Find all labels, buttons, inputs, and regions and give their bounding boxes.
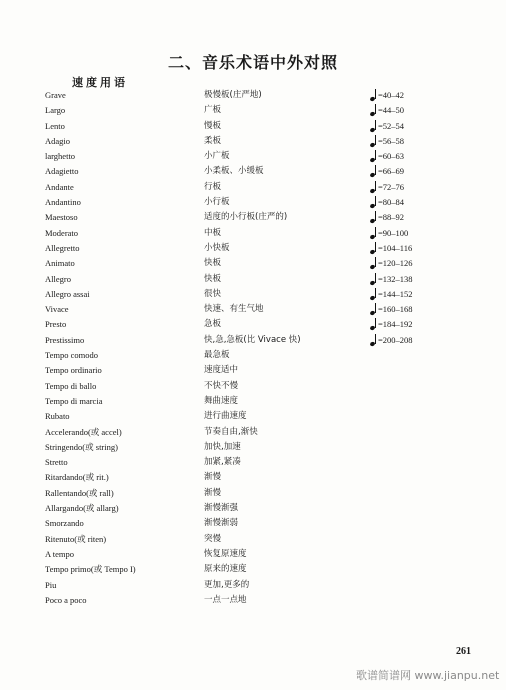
term-chinese: 快板 bbox=[204, 258, 222, 269]
term-chinese: 快板 bbox=[204, 273, 222, 284]
term-italian: Smorzando bbox=[45, 518, 84, 529]
quarter-note-icon bbox=[370, 150, 377, 162]
table-row bbox=[0, 547, 506, 562]
term-italian: Adagio bbox=[45, 135, 71, 146]
tempo-marking bbox=[370, 333, 413, 348]
table-row bbox=[0, 241, 506, 256]
tempo-marking bbox=[370, 241, 412, 256]
tempo-value: =56–58 bbox=[378, 135, 405, 146]
term-italian: larghetto bbox=[45, 151, 76, 162]
tempo-value: =44–50 bbox=[378, 105, 405, 116]
quarter-note-icon bbox=[370, 288, 377, 300]
quarter-note-icon bbox=[370, 211, 377, 223]
tempo-value: =66–69 bbox=[378, 166, 405, 177]
quarter-note-icon bbox=[370, 303, 377, 315]
table-row bbox=[0, 88, 506, 103]
term-chinese: 渐慢渐强 bbox=[204, 503, 239, 514]
term-chinese: 小快板 bbox=[204, 242, 230, 253]
term-chinese: 渐慢 bbox=[204, 487, 222, 498]
tempo-marking bbox=[370, 164, 404, 179]
table-row bbox=[0, 516, 506, 531]
tempo-marking bbox=[370, 195, 404, 210]
quarter-note-icon bbox=[370, 318, 377, 330]
section-heading: 速度用语 bbox=[72, 76, 128, 89]
term-italian: Stringendo(或 string) bbox=[45, 441, 118, 452]
page-number: 261 bbox=[456, 646, 471, 657]
term-chinese: 小广板 bbox=[204, 151, 230, 162]
term-chinese: 更加,更多的 bbox=[204, 579, 250, 590]
tempo-value: =160–168 bbox=[378, 304, 413, 315]
term-chinese: 广板 bbox=[204, 105, 222, 116]
tempo-value: =104–116 bbox=[378, 242, 413, 253]
table-row bbox=[0, 287, 506, 302]
term-chinese: 原来的速度 bbox=[204, 564, 247, 575]
table-row bbox=[0, 210, 506, 225]
term-italian: Tempo di ballo bbox=[45, 380, 97, 391]
term-chinese: 不快不慢 bbox=[204, 380, 239, 391]
table-row bbox=[0, 593, 506, 608]
tempo-value: =200–208 bbox=[378, 334, 413, 345]
table-row bbox=[0, 256, 506, 271]
quarter-note-icon bbox=[370, 227, 377, 239]
term-chinese: 加快,加速 bbox=[204, 441, 241, 452]
term-italian: Andantino bbox=[45, 197, 81, 208]
tempo-value: =80–84 bbox=[378, 197, 405, 208]
term-italian: Tempo primo(或 Tempo I) bbox=[45, 564, 136, 575]
term-italian: Tempo comodo bbox=[45, 350, 98, 361]
tempo-value: =72–76 bbox=[378, 181, 405, 192]
quarter-note-icon bbox=[370, 135, 377, 147]
term-chinese: 加紧,紧凑 bbox=[204, 457, 241, 468]
term-italian: Allargando(或 allarg) bbox=[45, 503, 119, 514]
term-chinese: 进行曲速度 bbox=[204, 411, 247, 422]
term-italian: Largo bbox=[45, 105, 66, 116]
table-row bbox=[0, 578, 506, 593]
table-row bbox=[0, 333, 506, 348]
tempo-marking bbox=[370, 180, 404, 195]
term-chinese: 行板 bbox=[204, 181, 222, 192]
tempo-marking bbox=[370, 103, 404, 118]
table-row bbox=[0, 180, 506, 195]
quarter-note-icon bbox=[370, 196, 377, 208]
table-row bbox=[0, 149, 506, 164]
tempo-value: =88–92 bbox=[378, 212, 405, 223]
term-chinese: 快速、有生气地 bbox=[204, 304, 264, 315]
tempo-marking bbox=[370, 226, 408, 241]
tempo-marking bbox=[370, 287, 413, 302]
tempo-marking bbox=[370, 88, 404, 103]
table-row bbox=[0, 195, 506, 210]
term-italian: Moderato bbox=[45, 227, 79, 238]
term-chinese: 舞曲速度 bbox=[204, 395, 239, 406]
table-row bbox=[0, 440, 506, 455]
term-chinese: 节奏自由,渐快 bbox=[204, 426, 258, 437]
table-row bbox=[0, 119, 506, 134]
table-row bbox=[0, 532, 506, 547]
tempo-marking bbox=[370, 134, 404, 149]
term-italian: A tempo bbox=[45, 548, 75, 559]
table-row bbox=[0, 394, 506, 409]
term-chinese: 一点一点地 bbox=[204, 594, 247, 605]
quarter-note-icon bbox=[370, 120, 377, 132]
term-chinese: 慢板 bbox=[204, 120, 222, 131]
term-italian: Adagietto bbox=[45, 166, 79, 177]
table-row bbox=[0, 486, 506, 501]
table-row bbox=[0, 272, 506, 287]
quarter-note-icon bbox=[370, 104, 377, 116]
table-row bbox=[0, 455, 506, 470]
term-italian: Grave bbox=[45, 90, 66, 100]
term-chinese: 急板 bbox=[204, 319, 222, 330]
term-italian: Vivace bbox=[45, 304, 69, 315]
term-italian: Maestoso bbox=[45, 212, 78, 223]
quarter-note-icon bbox=[370, 334, 377, 346]
tempo-marking bbox=[370, 302, 413, 317]
term-italian: Tempo ordinario bbox=[45, 365, 102, 376]
tempo-marking bbox=[370, 272, 413, 287]
term-chinese: 渐慢 bbox=[204, 472, 222, 483]
term-chinese: 柔板 bbox=[204, 135, 222, 146]
tempo-value: =60–63 bbox=[378, 151, 405, 162]
tempo-value: =132–138 bbox=[378, 273, 413, 284]
term-chinese: 小行板 bbox=[204, 197, 230, 208]
tempo-marking bbox=[370, 256, 413, 271]
table-row bbox=[0, 348, 506, 363]
table-row bbox=[0, 425, 506, 440]
term-italian: Andante bbox=[45, 181, 74, 192]
term-chinese: 小柔板、小缓板 bbox=[204, 166, 264, 177]
term-italian: Ritardando(或 rit.) bbox=[45, 472, 109, 483]
term-italian: Prestissimo bbox=[45, 334, 85, 345]
term-chinese: 很快 bbox=[204, 288, 222, 299]
table-row bbox=[0, 470, 506, 485]
table-row bbox=[0, 164, 506, 179]
term-chinese: 中板 bbox=[204, 227, 222, 238]
term-italian: Presto bbox=[45, 319, 67, 330]
term-chinese: 突慢 bbox=[204, 533, 222, 544]
watermark: 歌谱简谱网 www.jianpu.net bbox=[356, 669, 500, 682]
terms-table bbox=[0, 88, 506, 608]
table-row bbox=[0, 562, 506, 577]
term-chinese: 恢复原速度 bbox=[204, 548, 247, 559]
term-italian: Allegretto bbox=[45, 242, 80, 253]
tempo-marking bbox=[370, 210, 404, 225]
quarter-note-icon bbox=[370, 242, 377, 254]
tempo-marking bbox=[370, 119, 404, 134]
term-italian: Accelerando(或 accel) bbox=[45, 426, 122, 437]
term-chinese: 渐慢渐弱 bbox=[204, 518, 239, 529]
quarter-note-icon bbox=[370, 89, 377, 101]
term-italian: Rubato bbox=[45, 411, 70, 422]
term-italian: Piu bbox=[45, 579, 57, 590]
term-italian: Animato bbox=[45, 258, 75, 269]
quarter-note-icon bbox=[370, 273, 377, 285]
quarter-note-icon bbox=[370, 257, 377, 269]
tempo-marking bbox=[370, 317, 413, 332]
term-italian: Poco a poco bbox=[45, 594, 87, 605]
term-italian: Allegro assai bbox=[45, 288, 90, 299]
term-italian: Ritenuto(或 riten) bbox=[45, 533, 107, 544]
term-italian: Tempo di marcia bbox=[45, 395, 103, 406]
table-row bbox=[0, 226, 506, 241]
tempo-value: =40–42 bbox=[378, 90, 405, 100]
table-row bbox=[0, 103, 506, 118]
quarter-note-icon bbox=[370, 181, 377, 193]
term-chinese: 适度的小行板(庄严的) bbox=[204, 212, 288, 223]
table-row bbox=[0, 302, 506, 317]
quarter-note-icon bbox=[370, 165, 377, 177]
term-chinese: 极慢板(庄严地) bbox=[204, 90, 262, 100]
tempo-value: =120–126 bbox=[378, 258, 413, 269]
table-row bbox=[0, 409, 506, 424]
table-row bbox=[0, 379, 506, 394]
term-italian: Stretto bbox=[45, 457, 68, 468]
table-row bbox=[0, 134, 506, 149]
tempo-value: =144–152 bbox=[378, 288, 413, 299]
table-row bbox=[0, 363, 506, 378]
table-row bbox=[0, 317, 506, 332]
term-italian: Lento bbox=[45, 120, 65, 131]
term-italian: Allegro bbox=[45, 273, 71, 284]
tempo-value: =52–54 bbox=[378, 120, 405, 131]
tempo-value: =184–192 bbox=[378, 319, 413, 330]
term-italian: Rallentando(或 rall) bbox=[45, 487, 114, 498]
tempo-value: =90–100 bbox=[378, 227, 409, 238]
tempo-marking bbox=[370, 149, 404, 164]
page-title: 二、音乐术语中外对照 bbox=[167, 53, 338, 72]
term-chinese: 快,急,急板(比 Vivace 快) bbox=[204, 334, 301, 345]
term-chinese: 最急板 bbox=[204, 350, 230, 361]
term-chinese: 速度适中 bbox=[204, 365, 239, 376]
table-row bbox=[0, 501, 506, 516]
